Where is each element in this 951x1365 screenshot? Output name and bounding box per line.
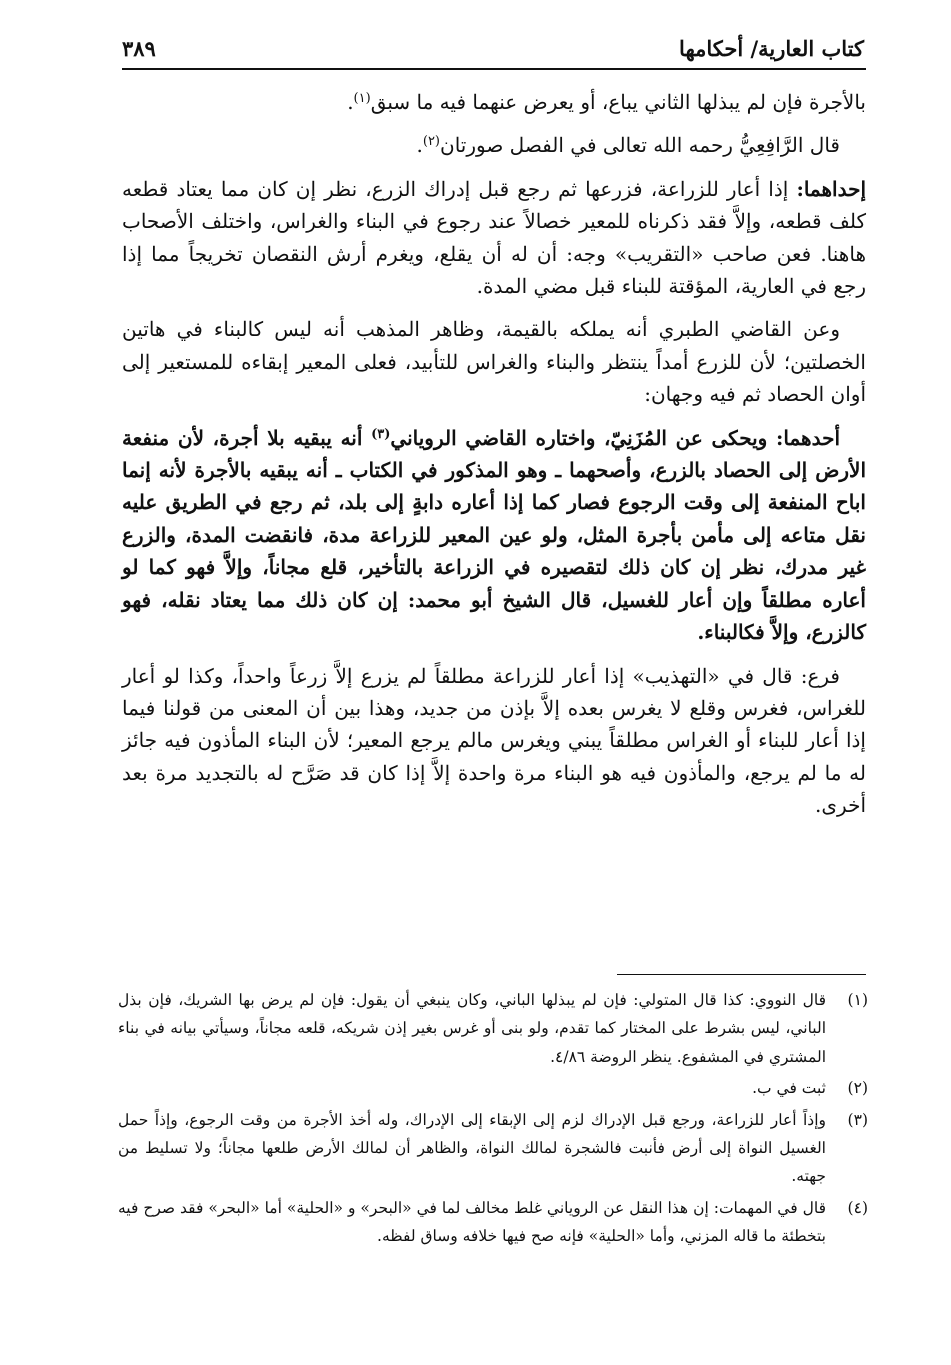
footnotes <box>118 986 868 1254</box>
footnote-text: وإذاً أعار للزراعة، ورجع قبل الإدراك لزم إلى الإبقاء إلى الإدراك، وله أخذ الأجرة من وقت الرجوع، وإذاً حمل الغسيل النواة إلى أرض فأنبت فالشجرة لمالك النواة، والظاهر أن لمالك الأرض طلعها مجاناً؛ ولا تسليط من جهته. <box>118 1110 826 1186</box>
footnote-number: (٣) <box>847 1110 868 1129</box>
paragraph-2: قال الرَّافِعِيُّ رحمه الله تعالى في الفصل صورتان$^{(٢)}$. <box>416 133 840 158</box>
header-rule <box>122 68 866 70</box>
paragraph-5: أحدهما: ويحكى عن المُزَنِيّ، واختاره القاضي الروياني$^{(٣)}$ أنه يبقيه بلا أجرة، لأن منفعة الأرض إلى الحصاد بالزرع، وأصحهما ـ وهو المذكور في الكتاب ـ أنه يبقيه بالأجرة لأنه إنما اباح المنفعة إلى وقت الرجوع فصار كما إذا أعاره دابةٍ إلى بلد، ثم رجع في الطريق عليه نقل متاعه إلى مأمن بأجرة المثل، ولو عين المعير للزراعة مدة، فانقضت المدة، والزرع غير مدرك، نظر إن كان ذلك لتقصيره في الزراعة بالتأخير، قلع مجاناً، وإلاَّ فهو كما لو أعاره مطلقاً وإن أعار للغسيل، قال الشيخ أبو محمد: إن كان ذلك مما يعتاد نقله، فهو كالزرع، وإلاَّ فكالبناء. <box>122 425 866 645</box>
main-text <box>122 86 866 833</box>
footnote-text: ثبت في ب. <box>752 1079 826 1098</box>
footnote-text: قال في المهمات: إن هذا النقل عن الروياني غلط مخالف لما في «البحر» و «الحلية» أما «البحر» فقد صرح فيه بتخطئة ما قاله المزني، وأما «الحلية» فإنه صح فيها خلافه وساق لفظه. <box>118 1198 826 1246</box>
footnote-3 <box>118 1106 868 1191</box>
footnote-text: قال النووي: كذا قال المتولي: فإن لم يبذلها الباني، وكان ينبغي أن يقول: فإن لم يرض بها الشريك، فإن بذل الباني، ليس بشرط على المختار كما تقدم، ولو بنى أو غرس بغير إذن شريكه، قلعه مجاناً، وسيأتي بيانه في بناء المشتري في المشفوع. ينظر الروضة ٤/٨٦. <box>118 991 826 1066</box>
footnote-ref-2: (٢) <box>422 134 440 150</box>
paragraph-1: بالأجرة فإن لم يبذلها الثاني يباع، أو يعرض عنهما فيه ما سبق$^{(١)}$. <box>347 90 866 114</box>
paragraph-4: وعن القاضي الطبري أنه يملكه بالقيمة، وظاهر المذهب أنه ليس كالبناء في هاتين الخصلتين؛ لأن للزرع أمداً ينتظر والبناء والغراس للتأبيد، فعلى المعير إبقاءه للمستعير إلى أوان الحصاد ثم فيه وجهان: <box>122 317 866 407</box>
paragraph-6: فرع: قال في «التهذيب» إذا أعار للزراعة مطلقاً لم يزرع إلاَّ زرعاً واحداً، وكذا لو أعار للغراس، فغرس وقلع لا يغرس بعده إلاَّ بإذن من جديد، وهذا بين أن المعنى من قولنا فيما إذا أعار للبناء أو الغراس مطلقاً يبني ويغرس مالم يرجع المعير؛ لأن البناء المأذون فيه جائز له ما لم يرجع، والمأذون فيه هو البناء مرة واحدة إلاَّ إذا كان قد صَرَّح له بالتجديد مرة بعد أخرى. <box>122 663 866 818</box>
footnote-number: (٢) <box>847 1079 868 1098</box>
paragraph-lead: إحداهما: <box>796 176 866 201</box>
running-title: كتاب العارية/ أحكامها <box>679 35 864 61</box>
footnote-2 <box>118 1074 868 1102</box>
footnote-ref-3: (٣) <box>371 426 391 442</box>
footnote-4 <box>118 1194 868 1251</box>
footnote-ref-1: (١) <box>353 91 371 106</box>
page-header <box>122 30 864 66</box>
footnote-number: (٤) <box>847 1198 868 1217</box>
footnote-1 <box>118 986 868 1071</box>
page-number: ٣٨٩ <box>122 35 156 61</box>
footnote-number: (١) <box>847 991 868 1009</box>
paragraph-3: إحداهما: إذا أعار للزراعة، فزرعها ثم رجع قبل إدراك الزرع، نظر إن كان مما يعتاد قطعه كلف قطعه، وإلاَّ فقد ذكرناه للمعير خصالاً عند رجوع في البناء والغراس، واختلف الأصحاب هاهنا. فعن صاحب «التقريب» وجه: أن له أن يقلع، ويغرم أرش النقصان تخريجاً مما إذا رجع في العارية، المؤقتة للبناء قبل مضي المدة. <box>122 176 866 299</box>
footnote-rule <box>617 974 866 975</box>
